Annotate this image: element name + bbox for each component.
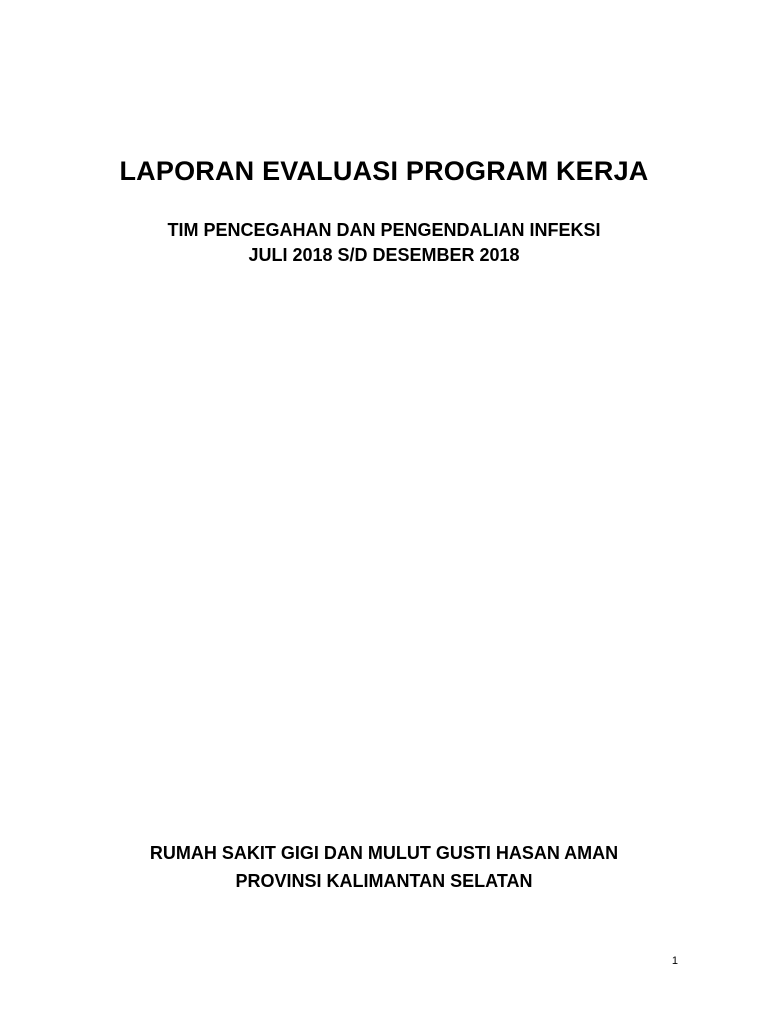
- subtitle-period: JULI 2018 S/D DESEMBER 2018: [248, 245, 520, 265]
- subtitle-team: TIM PENCEGAHAN DAN PENGENDALIAN INFEKSI: [167, 220, 601, 240]
- institution-block: [0, 839, 768, 895]
- page-number: 1: [671, 955, 678, 967]
- document-subtitle: [0, 218, 768, 268]
- institution-name: RUMAH SAKIT GIGI DAN MULUT GUSTI HASAN AMAN: [149, 843, 619, 863]
- institution-province: PROVINSI KALIMANTAN SELATAN: [235, 871, 533, 891]
- page-title: LAPORAN EVALUASI PROGRAM KERJA: [119, 156, 649, 186]
